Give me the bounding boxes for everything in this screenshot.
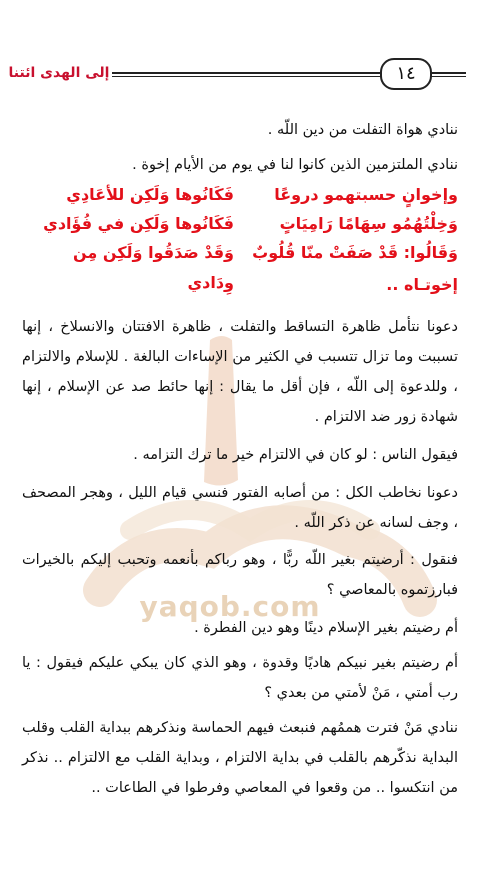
paragraph-2: ننادي الملتزمين الذين كانوا لنا في يوم من الأيام إخوة . [132, 157, 458, 173]
poem-hemistich: وَقَالُوا: قَدْ صَفَتْ منّا قُلُوبٌ [252, 243, 458, 262]
paragraph-9: ننادي مَنْ فترت هممُهم فنبعث فيهم الحماسة ونذكرهم ببداية القلب وقلب البداية نذكّرهم بالقلب في بداية الالتزام ، وبداية القلب مع الالتزام .. نذكر من انتكسوا .. من وقعوا في المعاصي وفرطوا في الطاعات .. [22, 720, 458, 796]
poem-hemistich: وَقَدْ صَدَقُوا وَلَكِن مِن وِدَادي [72, 243, 234, 292]
paragraph-5: دعونا نخاطب الكل : من أصابه الفتور فنسي قيام الليل ، وهجر المصحف ، وجف لسانه عن ذكر اللّه . [22, 485, 458, 531]
paragraph-7: أم رضيتم بغير الإسلام دينًا وهو دين الفطرة . [194, 620, 458, 636]
paragraph-1: ننادي هواة التفلت من دين اللّه . [267, 122, 458, 138]
poem-verse-1 [22, 180, 458, 210]
book-title: إلى الهدى ائتنا [6, 61, 112, 85]
poem-hemistich: وإخوانٍ حسبتهمو دروعًا [274, 185, 458, 204]
page-number: ١٤ [380, 58, 432, 90]
poem-closing: إخوتـاه .. [386, 275, 458, 294]
poem-hemistich: فَكَانُوها وَلَكِن في فُؤَادي [43, 214, 234, 233]
paragraph-6: فنقول : أرضيتم بغير اللّه ربًّا ، وهو رباكم بأنعمه وتحبب إليكم بالخيرات فبارزتموه بالمعاصي ؟ [22, 552, 458, 598]
poem-verse-2 [22, 209, 458, 239]
paragraph-4: فيقول الناس : لو كان في الالتزام خير ما ترك التزامه . [133, 447, 458, 463]
poem-hemistich: وَخِلْتُهُمُو سِهَامًا رَامِيَاتٍ [279, 214, 458, 233]
paragraph-3: دعونا نتأمل ظاهرة التساقط والتفلت ، ظاهرة الافتتان والانسلاخ ، إنها تسببت وما تزال تتسبب في الكثير من الإساءات البالغة . للإسلام والالتزام ، وللدعوة إلى اللّه ، فإن أقل ما يقال : إنها حائط صد عن الإسلام ، إنها شهادة زور ضد الالتزام . [22, 319, 458, 425]
watermark-text: yaqob.com [139, 590, 321, 623]
paragraph-8: أم رضيتم بغير نبيكم هاديًا وقدوة ، وهو الذي كان يبكي عليكم فيقول : يا رب أمتي ، مَنْ لأمتي من بعدي ؟ [22, 655, 458, 701]
poem-hemistich: فَكَانُوها وَلَكِن للأعَادِي [66, 185, 234, 204]
